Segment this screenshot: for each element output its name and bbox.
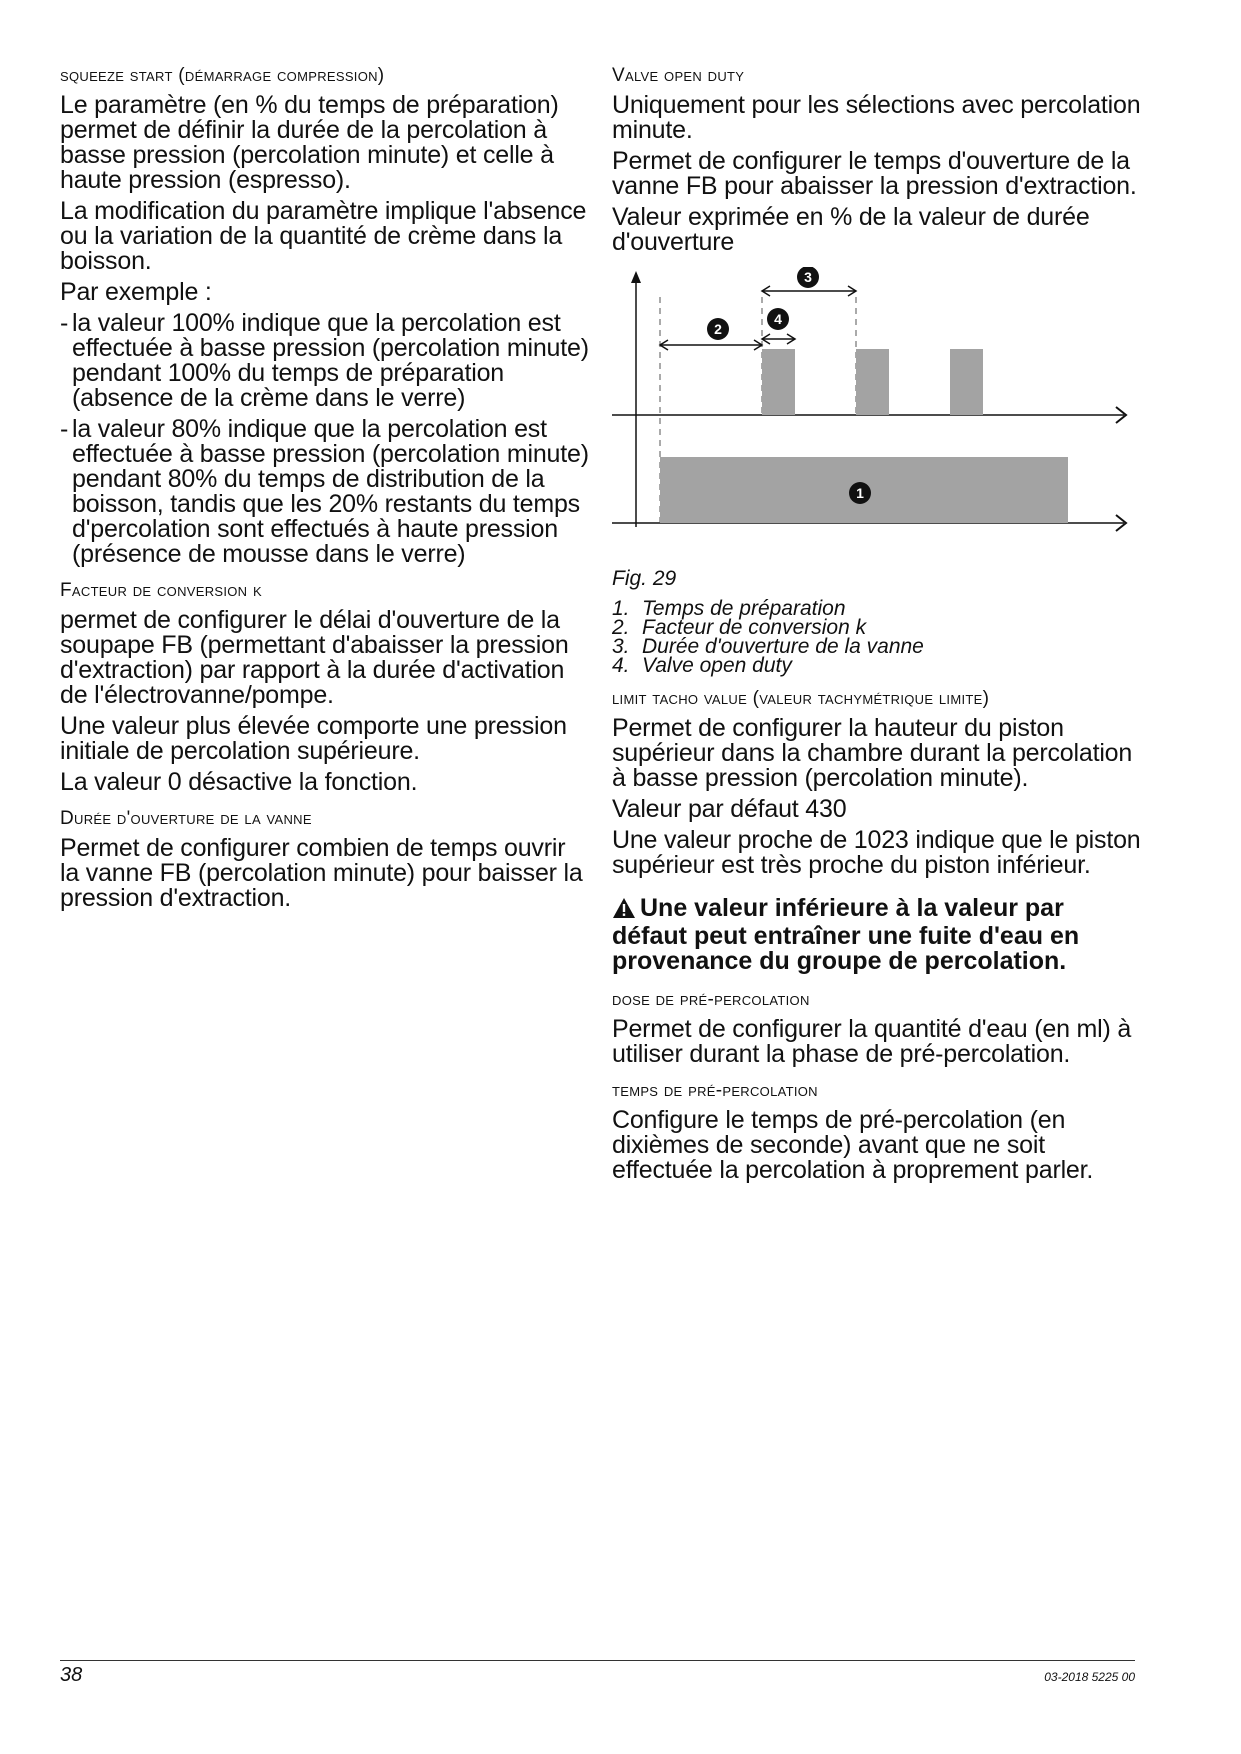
marker-2: [707, 318, 729, 340]
squeeze-paragraph-1: Le paramètre (en % du temps de préparation) permet de définir la durée de la percolation à basse pression (percolation minute) et celle à haute pression (espresso).: [60, 90, 559, 194]
temps-paragraph-1: Configure le temps de pré-percolation (en dixièmes de seconde) avant que ne soit effectuée la percolation à proprement parler.: [612, 1105, 1094, 1184]
footer-divider: [60, 1660, 1135, 1661]
right-column: [612, 66, 1142, 1189]
valve-paragraph-2: Permet de configurer le temps d'ouverture de la vanne FB pour abaisser la pression d'extraction.: [612, 146, 1137, 200]
squeeze-paragraph-3: Par exemple :: [60, 277, 212, 306]
squeeze-bullet-2: [60, 414, 590, 568]
marker-label: 1: [856, 484, 864, 501]
legend-item: 4. Valve open duty: [612, 653, 792, 677]
page-number: 38: [60, 1664, 83, 1686]
limit-paragraph-2: Valeur par défaut 430: [612, 794, 847, 823]
legend-item: 1. Temps de préparation: [612, 596, 846, 620]
dose-paragraph-1: Permet de configurer la quantité d'eau (en ml) à utiliser durant la phase de pré-percolation.: [612, 1014, 1132, 1068]
marker-4: [767, 308, 789, 330]
warning-icon: [612, 897, 636, 924]
facteur-paragraph-1: permet de configurer le délai d'ouverture de la soupape FB (permettant d'abaisser la pression d'extraction) par rapport à la durée d'activation de l'électrovanne/pompe.: [60, 605, 569, 709]
marker-label: 3: [804, 268, 812, 285]
warning-note: [612, 893, 1142, 975]
duree-heading: Durée d'ouverture de la vanne: [60, 807, 312, 829]
bullet-dash: -: [60, 308, 69, 337]
limit-tacho-heading: limit tacho value (valeur tachymétrique limite): [612, 687, 990, 709]
pulse-bar: [856, 349, 889, 415]
facteur-heading: Facteur de conversion k: [60, 579, 262, 601]
warning-text: Une valeur inférieure à la valeur par défaut peut entraîner une fuite d'eau en provenance du groupe de percolation.: [612, 893, 1080, 975]
y-axis-arrow: [631, 271, 641, 283]
bullet-dash: -: [60, 414, 69, 443]
facteur-paragraph-3: La valeur 0 désactive la fonction.: [60, 767, 418, 796]
marker-1: [849, 482, 871, 504]
temps-pre-percolation-heading: temps de pré-percolation: [612, 1079, 818, 1101]
limit-paragraph-1: Permet de configurer la hauteur du piston supérieur dans la chambre durant la percolation à basse pression (percolation minute).: [612, 713, 1133, 792]
valve-paragraph-3: Valeur exprimée en % de la valeur de durée d'ouverture: [612, 202, 1090, 256]
marker-3: [797, 267, 819, 288]
document-code: 03-2018 5225 00: [1044, 1670, 1135, 1684]
squeeze-bullet-1: [60, 308, 590, 412]
duree-paragraph-1: Permet de configurer combien de temps ouvrir la vanne FB (percolation minute) pour baisser la pression d'extraction.: [60, 833, 583, 912]
figure-caption: Fig. 29: [612, 566, 677, 590]
valve-paragraph-1: Uniquement pour les sélections avec percolation minute.: [612, 90, 1141, 144]
squeeze-start-heading: squeeze start (démarrage compression): [60, 65, 385, 86]
dose-pre-percolation-heading: dose de pré-percolation: [612, 988, 810, 1010]
valve-open-duty-heading: Valve open duty: [612, 65, 745, 86]
bullet-text: la valeur 80% indique que la percolation est effectuée à basse pression (percolation minute) pendant 80% du temps de distribution de la boisson, tandis que les 20% restants du temps d'percolation sont effectués à haute pression (présence de mousse dans le verre): [72, 414, 589, 568]
marker-label: 4: [774, 310, 782, 327]
figure-legend: [612, 596, 1142, 677]
facteur-paragraph-2: Une valeur plus élevée comporte une pression initiale de percolation supérieure.: [60, 711, 567, 765]
timing-diagram: [612, 267, 1142, 567]
timing-diagram-svg: [612, 267, 1142, 567]
limit-paragraph-3: Une valeur proche de 1023 indique que le piston supérieur est très proche du piston inférieur.: [612, 825, 1141, 879]
marker-label: 2: [714, 320, 722, 337]
pulse-bar: [762, 349, 795, 415]
squeeze-paragraph-2: La modification du paramètre implique l'absence ou la variation de la quantité de crème dans la boisson.: [60, 196, 587, 275]
legend-item: 2. Facteur de conversion k: [612, 615, 867, 639]
left-column: [60, 66, 590, 917]
bullet-text: la valeur 100% indique que la percolation est effectuée à basse pression (percolation minute) pendant 100% du temps de préparation (absence de la crème dans le verre): [72, 308, 589, 412]
pulse-bar: [950, 349, 983, 415]
legend-item: 3. Durée d'ouverture de la vanne: [612, 634, 924, 658]
